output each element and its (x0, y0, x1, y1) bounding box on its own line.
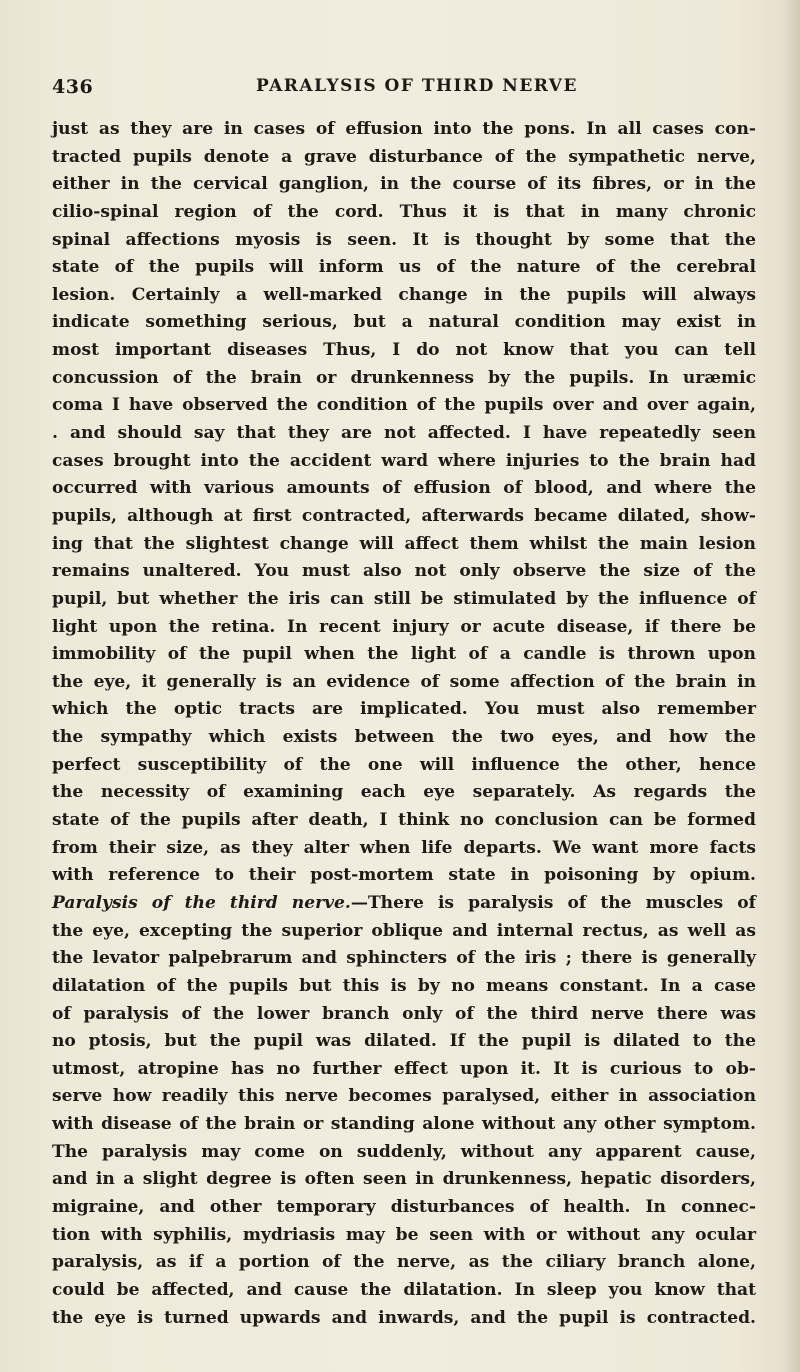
text-line: just as they are in cases of effusion into the pons. In all cases con- (52, 119, 756, 139)
text-line: serve how readily this nerve becomes paralysed, either in association (52, 1086, 756, 1107)
text-line: utmost, atropine has no further effect upon it. It is curious to ob- (52, 1058, 756, 1079)
section-heading: Paralysis of the third nerve. (52, 892, 351, 913)
text-line: no ptosis, but the pupil was dilated. If the pupil is dilated to the (52, 1031, 756, 1052)
text-line: the eye, it generally is an evidence of some affection of the brain in (52, 671, 756, 692)
text-line: the eye is turned upwards and inwards, and the pupil is contracted. (52, 1307, 756, 1328)
text-line: the sympathy which exists between the two eyes, and how the (52, 727, 756, 748)
running-head: PARALYSIS OF THIRD NERVE (256, 76, 578, 96)
text-line: state of the pupils after death, I think no conclusion can be formed (52, 810, 756, 831)
text-line: dilatation of the pupils but this is by no means constant. In a case (52, 975, 756, 996)
text-line: remains unaltered. You must also not only observe the size of the (52, 561, 756, 582)
text-line: pupil, but whether the iris can still be stimulated by the influence of (52, 588, 756, 609)
text-line: coma I have observed the condition of the pupils over and over again, (52, 395, 756, 416)
text-line: with disease of the brain or standing alone without any other symptom. (52, 1114, 756, 1135)
text-line: spinal affections myosis is seen. It is thought by some that the (52, 229, 756, 250)
text-line: occurred with various amounts of effusion of blood, and where the (52, 478, 756, 499)
text-line: indicate something serious, but a natural condition may exist in (52, 312, 756, 333)
text-line: ing that the slightest change will affect them whilst the main lesion (52, 533, 756, 554)
text-line: most important diseases Thus, I do not know that you can tell (52, 340, 756, 361)
text-line: the necessity of examining each eye separately. As regards the (52, 782, 756, 803)
text-line: perfect susceptibility of the one will influence the other, hence (52, 754, 756, 775)
section-first-line-rest: —There is paralysis of the muscles of (350, 892, 756, 913)
text-line: cases brought into the accident ward where injuries to the brain had (52, 450, 756, 471)
text-line: state of the pupils will inform us of the nature of the cerebral (52, 257, 756, 278)
text-line: lesion. Certainly a well-marked change in the pupils will always (52, 284, 756, 305)
page-number: 436 (52, 76, 94, 98)
section-first-line (52, 890, 756, 918)
text-line: the eye, excepting the superior oblique and internal rectus, as well as (52, 920, 756, 941)
text-line: tion with syphilis, mydriasis may be seen with or without any ocular (52, 1224, 756, 1245)
text-line: either in the cervical ganglion, in the course of its fibres, or in the (52, 174, 756, 195)
text-line: could be affected, and cause the dilatation. In sleep you know that (52, 1279, 756, 1300)
text-line: light upon the retina. In recent injury or acute disease, if there be (52, 616, 756, 637)
text-line: cilio-spinal region of the cord. Thus it is that in many chronic (52, 201, 756, 222)
text-line: migraine, and other temporary disturbances of health. In connec- (52, 1196, 756, 1217)
text-line: pupils, although at first contracted, afterwards became dilated, show- (52, 505, 756, 526)
text-line: The paralysis may come on suddenly, without any apparent cause, (52, 1141, 756, 1162)
text-line: tracted pupils denote a grave disturbance of the sympathetic nerve, (52, 146, 756, 167)
text-line: concussion of the brain or drunkenness by the pupils. In uræmic (52, 367, 756, 388)
text-line: from their size, as they alter when life departs. We want more facts (52, 837, 756, 858)
text-line: the levator palpebrarum and sphincters of the iris ; there is generally (52, 948, 756, 969)
text-line: with reference to their post-mortem state in poisoning by opium. (52, 865, 756, 886)
text-line: immobility of the pupil when the light of a candle is thrown upon (52, 644, 756, 665)
text-line: which the optic tracts are implicated. You must also remember (52, 699, 756, 720)
page-edge-shadow (782, 0, 800, 1372)
text-line: and in a slight degree is often seen in drunkenness, hepatic disorders, (52, 1169, 756, 1190)
text-line: . and should say that they are not affected. I have repeatedly seen (52, 423, 756, 444)
page-header (52, 76, 752, 106)
text-line: paralysis, as if a portion of the nerve, as the ciliary branch alone, (52, 1252, 756, 1273)
body-text (52, 116, 756, 1332)
text-line: of paralysis of the lower branch only of the third nerve there was (52, 1003, 756, 1024)
